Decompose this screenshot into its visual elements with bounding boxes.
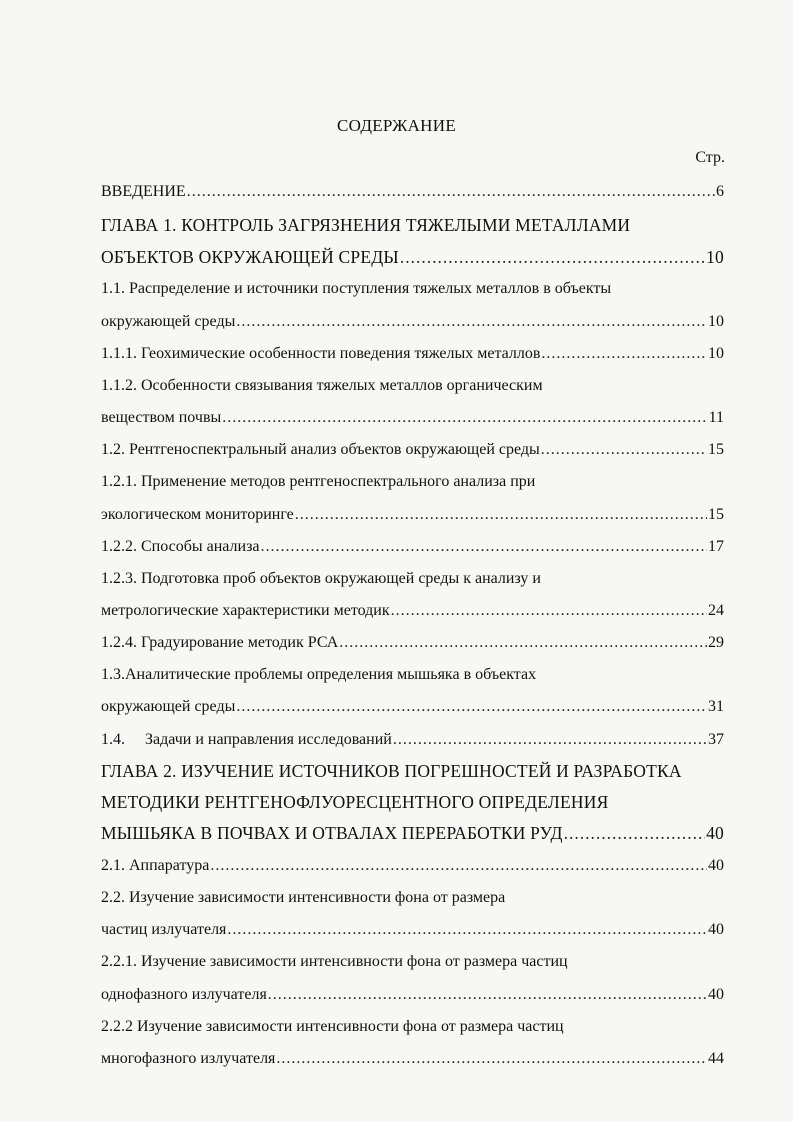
toc-section-2-2-1-line1: 2.2.1. Изучение зависимости интенсивности фона от размера частиц xyxy=(101,953,568,970)
toc-section-1-2-3-line1: 1.2.3. Подготовка проб объектов окружающей среды к анализу и xyxy=(101,570,541,587)
toc-leader-dots xyxy=(295,504,707,526)
toc-entry-title: 1.2.2. Способы анализа xyxy=(101,538,260,555)
toc-entry-title: веществом почвы xyxy=(101,409,222,426)
toc-section-2-1 xyxy=(101,855,724,877)
toc-leader-dots xyxy=(227,919,707,941)
toc-leader-dots xyxy=(541,343,707,365)
toc-leader-dots xyxy=(236,696,707,718)
toc-section-1-3-line1: 1.3.Аналитические проблемы определения мышьяка в объектах xyxy=(101,666,537,683)
toc-entry-title: 2.1. Аппаратура xyxy=(101,857,210,874)
toc-chapter1 xyxy=(101,246,724,268)
toc-entry-title: однофазного излучателя xyxy=(101,986,267,1003)
toc-entry-title: ВВЕДЕНИЕ xyxy=(101,183,186,200)
toc-page-number: 37 xyxy=(708,731,724,748)
toc-page-number: 17 xyxy=(708,538,724,555)
toc-entry-intro xyxy=(101,181,724,203)
toc-leader-dots xyxy=(268,984,707,1006)
toc-entry-number: 1.4. xyxy=(101,731,125,748)
toc-page-number: 10 xyxy=(706,247,724,267)
toc-section-1-1-2-line1: 1.1.2. Особенности связывания тяжелых металлов органическим xyxy=(101,377,543,394)
toc-section-2-2 xyxy=(101,919,724,941)
page-title: СОДЕРЖАНИЕ xyxy=(336,116,457,135)
toc-section-1-1-1 xyxy=(101,343,724,365)
toc-page-number: 40 xyxy=(706,823,724,843)
toc-page-number: 10 xyxy=(708,313,724,330)
toc-leader-dots xyxy=(236,311,707,333)
toc-entry-title: МЫШЬЯКА В ПОЧВАХ И ОТВАЛАХ ПЕРЕРАБОТКИ РУД xyxy=(101,823,563,843)
toc-leader-dots xyxy=(391,600,707,622)
toc-page-number: 40 xyxy=(708,986,724,1003)
toc-leader-dots xyxy=(541,439,707,461)
toc-page-number: 40 xyxy=(708,857,724,874)
toc-leader-dots xyxy=(400,246,705,268)
toc-page-number: 15 xyxy=(708,441,724,458)
toc-entry-title: 1.2. Рентгеноспектральный анализ объектов окружающей среды xyxy=(101,441,540,458)
toc-page-number: 40 xyxy=(708,921,724,938)
toc-page-number: 44 xyxy=(708,1050,724,1067)
toc-leader-dots xyxy=(210,855,707,877)
toc-page-number: 11 xyxy=(708,409,724,426)
toc-entry-title: 1.1.1. Геохимические особенности поведения тяжелых металлов xyxy=(101,345,541,362)
toc-section-2-2-line1: 2.2. Изучение зависимости интенсивности фона от размера xyxy=(101,889,506,906)
toc-page-number: 6 xyxy=(716,183,724,200)
toc-leader-dots xyxy=(339,632,707,654)
toc-section-1-2-4 xyxy=(101,632,724,654)
toc-section-1-3 xyxy=(101,696,724,718)
toc-chapter2-line2: МЕТОДИКИ РЕНТГЕНОФЛУОРЕСЦЕНТНОГО ОПРЕДЕЛЕНИЯ xyxy=(101,792,609,812)
toc-page-number: 15 xyxy=(708,506,724,523)
toc-page-number: 29 xyxy=(708,634,724,651)
toc-section-1-1-2 xyxy=(101,407,724,429)
toc-leader-dots xyxy=(187,181,715,203)
toc-chapter2-line1: ГЛАВА 2. ИЗУЧЕНИЕ ИСТОЧНИКОВ ПОГРЕШНОСТЕЙ И РАЗРАБОТКА xyxy=(101,761,682,781)
toc-entry-title: окружающей среды xyxy=(101,313,236,330)
toc-entry-title: экологическом мониторинге xyxy=(101,506,294,523)
toc-section-2-2-1 xyxy=(101,984,724,1006)
toc-section-1-4 xyxy=(101,729,724,751)
toc-section-2-2-2 xyxy=(101,1048,724,1070)
toc-section-1-1 xyxy=(101,311,724,333)
toc-page-number: 24 xyxy=(708,602,724,619)
toc-entry-title: 1.2.4. Градуирование методик РСА xyxy=(101,634,339,651)
toc-leader-dots xyxy=(276,1048,707,1070)
toc-entry-title: ОБЪЕКТОВ ОКРУЖАЮЩЕЙ СРЕДЫ xyxy=(101,247,399,267)
toc-leader-dots xyxy=(261,536,708,558)
toc-entry-title: частиц излучателя xyxy=(101,921,227,938)
toc-leader-dots xyxy=(393,729,707,751)
page-column-label: Стр. xyxy=(695,149,725,166)
toc-leader-dots xyxy=(564,822,706,844)
toc-leader-dots xyxy=(222,407,707,429)
toc-page-number: 10 xyxy=(708,345,724,362)
toc-page-number: 31 xyxy=(708,698,724,715)
toc-section-1-2-3 xyxy=(101,600,724,622)
toc-chapter1-line1: ГЛАВА 1. КОНТРОЛЬ ЗАГРЯЗНЕНИЯ ТЯЖЕЛЫМИ МЕТАЛЛАМИ xyxy=(101,215,631,235)
toc-section-1-2-1 xyxy=(101,504,724,526)
toc-entry-title: окружающей среды xyxy=(101,698,236,715)
toc-chapter2 xyxy=(101,822,724,844)
toc-entry-title: Задачи и направления исследований xyxy=(145,731,392,748)
toc-section-1-2 xyxy=(101,439,724,461)
toc-entry-title: метрологические характеристики методик xyxy=(101,602,390,619)
toc-entry-title: многофазного излучателя xyxy=(101,1050,276,1067)
toc-section-1-2-1-line1: 1.2.1. Применение методов рентгеноспектрального анализа при xyxy=(101,473,536,490)
toc-section-1-2-2 xyxy=(101,536,724,558)
toc-section-2-2-2-line1: 2.2.2 Изучение зависимости интенсивности фона от размера частиц xyxy=(101,1018,564,1035)
toc-section-1-1-line1: 1.1. Распределение и источники поступления тяжелых металлов в объекты xyxy=(101,280,612,297)
